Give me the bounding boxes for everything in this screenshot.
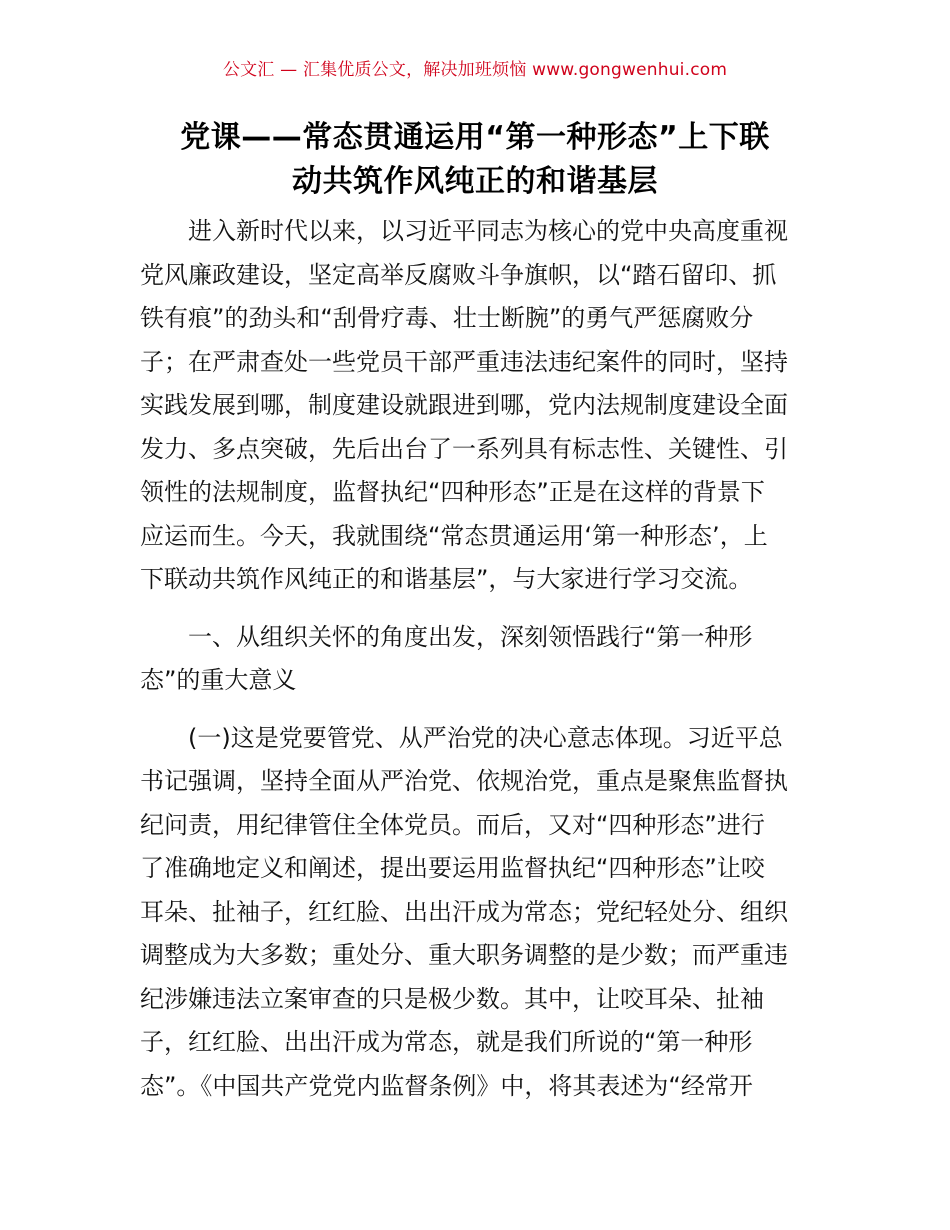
section-heading-1 <box>140 616 812 703</box>
text-line: 调整成为大多数；重处分、重大职务调整的是少数；而严重违 <box>140 941 788 969</box>
text-line: 铁有痕”的劲头和“刮骨疗毒、壮士断腕”的勇气严惩腐败分 <box>140 304 754 332</box>
text-line: 子；在严肃查处一些党员干部严重违法违纪案件的同时，坚持 <box>140 347 788 376</box>
text-line: 耳朵、扯袖子，红红脸、出出汗成为常态；党纪轻处分、组织 <box>140 897 788 926</box>
text-line: 了准确地定义和阐述，提出要运用监督执纪“四种形态”让咬 <box>140 854 765 882</box>
title-line: 党课——常态贯通运用“第一种形态”上下联 <box>180 120 770 155</box>
text-line: 应运而生。今天，我就围绕“常态贯通运用‘第一种形态’，上 <box>140 521 768 550</box>
text-line: 书记强调，坚持全面从严治党、依规治党，重点是聚焦监督执 <box>140 767 788 795</box>
text-line: 党风廉政建设，坚定高举反腐败斗争旗帜，以“踏石留印、抓 <box>140 260 777 289</box>
text-line: 态”的重大意义 <box>140 666 297 694</box>
text-line: (一)这是党要管党、从严治党的决心意志体现。习近平总 <box>188 723 783 752</box>
text-line: 一、从组织关怀的角度出发，深刻领悟践行“第一种形 <box>188 622 753 651</box>
document-body <box>140 210 812 1108</box>
text-line: 实践发展到哪，制度建设就跟进到哪，党内法规制度建设全面 <box>140 391 788 419</box>
header-banner: 公文汇 — 汇集优质公文，解决加班烦恼 www.gongwenhui.com <box>222 60 728 80</box>
paragraph-gap <box>140 602 812 616</box>
text-line: 纪涉嫌违法立案审查的只是极少数。其中，让咬耳朵、扯袖 <box>140 984 764 1013</box>
paragraph-gap <box>140 703 812 717</box>
text-line: 子，红红脸、出出汗成为常态，就是我们所说的“第一种形 <box>140 1028 753 1056</box>
paragraph-intro <box>140 210 812 602</box>
text-line: 纪问责，用纪律管住全体党员。而后，又对“四种形态”进行 <box>140 810 765 839</box>
text-line: 下联动共筑作风纯正的和谐基层”，与大家进行学习交流。 <box>140 565 753 593</box>
text-line: 领性的法规制度，监督执纪“四种形态”正是在这样的背景下 <box>140 478 765 506</box>
paragraph-subsection-1 <box>140 717 812 1109</box>
text-line: 发力、多点突破，先后出台了一系列具有标志性、关键性、引 <box>140 434 788 463</box>
text-line: 进入新时代以来，以习近平同志为核心的党中央高度重视 <box>188 217 788 245</box>
document-title <box>120 116 830 204</box>
title-line: 动共筑作风纯正的和谐基层 <box>292 164 658 199</box>
text-line: 态”。《中国共产党党内监督条例》中，将其表述为“经常开 <box>140 1071 753 1100</box>
